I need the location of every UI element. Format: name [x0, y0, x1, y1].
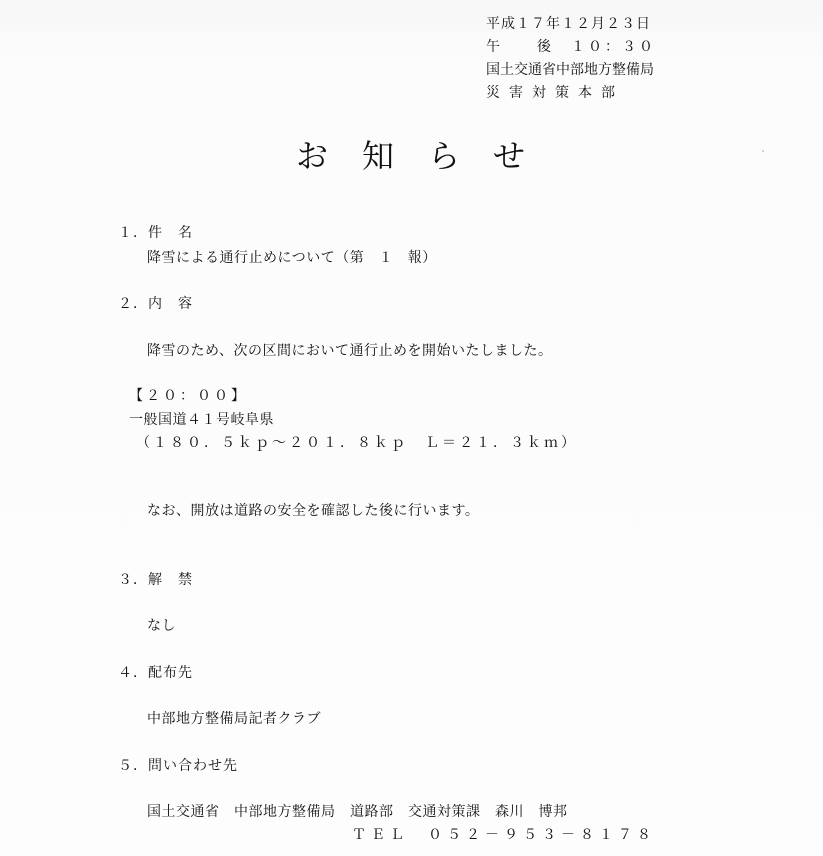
- content-range: （１８０．５ｋｐ～２０１．８ｋｐ Ｌ＝２１．３ｋｍ）: [136, 435, 578, 451]
- section-heading-content: ２．内 容: [118, 296, 193, 312]
- content-route: 一般国道４１号岐阜県: [129, 412, 274, 428]
- content-intro: 降雪のため、次の区間において通行止めを開始いたしました。: [147, 343, 553, 359]
- section-heading-lifting: ３．解 禁: [118, 572, 193, 588]
- contact-text: 国土交通省 中部地方整備局 道路部 交通対策課 森川 博邦: [147, 804, 568, 820]
- distribution-text: 中部地方整備局記者クラブ: [147, 711, 321, 727]
- contact-tel: ＴＥＬ ０５２－９５３－８１７８: [352, 827, 656, 843]
- header-organization: 国土交通省中部地方整備局: [486, 62, 654, 78]
- content-time: 【２０：００】: [129, 388, 248, 404]
- subject-text: 降雪による通行止めについて（第 １ 報）: [147, 250, 437, 266]
- content-note: なお、開放は道路の安全を確認した後に行います。: [147, 503, 480, 519]
- header-time: 午 後 １０：３０: [486, 39, 656, 55]
- lifting-text: なし: [147, 618, 176, 634]
- header-date: 平成１７年１２月２３日: [486, 16, 651, 32]
- section-heading-distribution: ４．配布先: [118, 665, 193, 681]
- header-block: [486, 13, 656, 105]
- header-department: 災害対策本部: [486, 85, 624, 101]
- scan-speck: [762, 150, 764, 152]
- document-title: お知らせ: [296, 137, 560, 175]
- section-heading-subject: １．件 名: [118, 225, 193, 241]
- section-heading-contact: ５．問い合わせ先: [118, 758, 238, 774]
